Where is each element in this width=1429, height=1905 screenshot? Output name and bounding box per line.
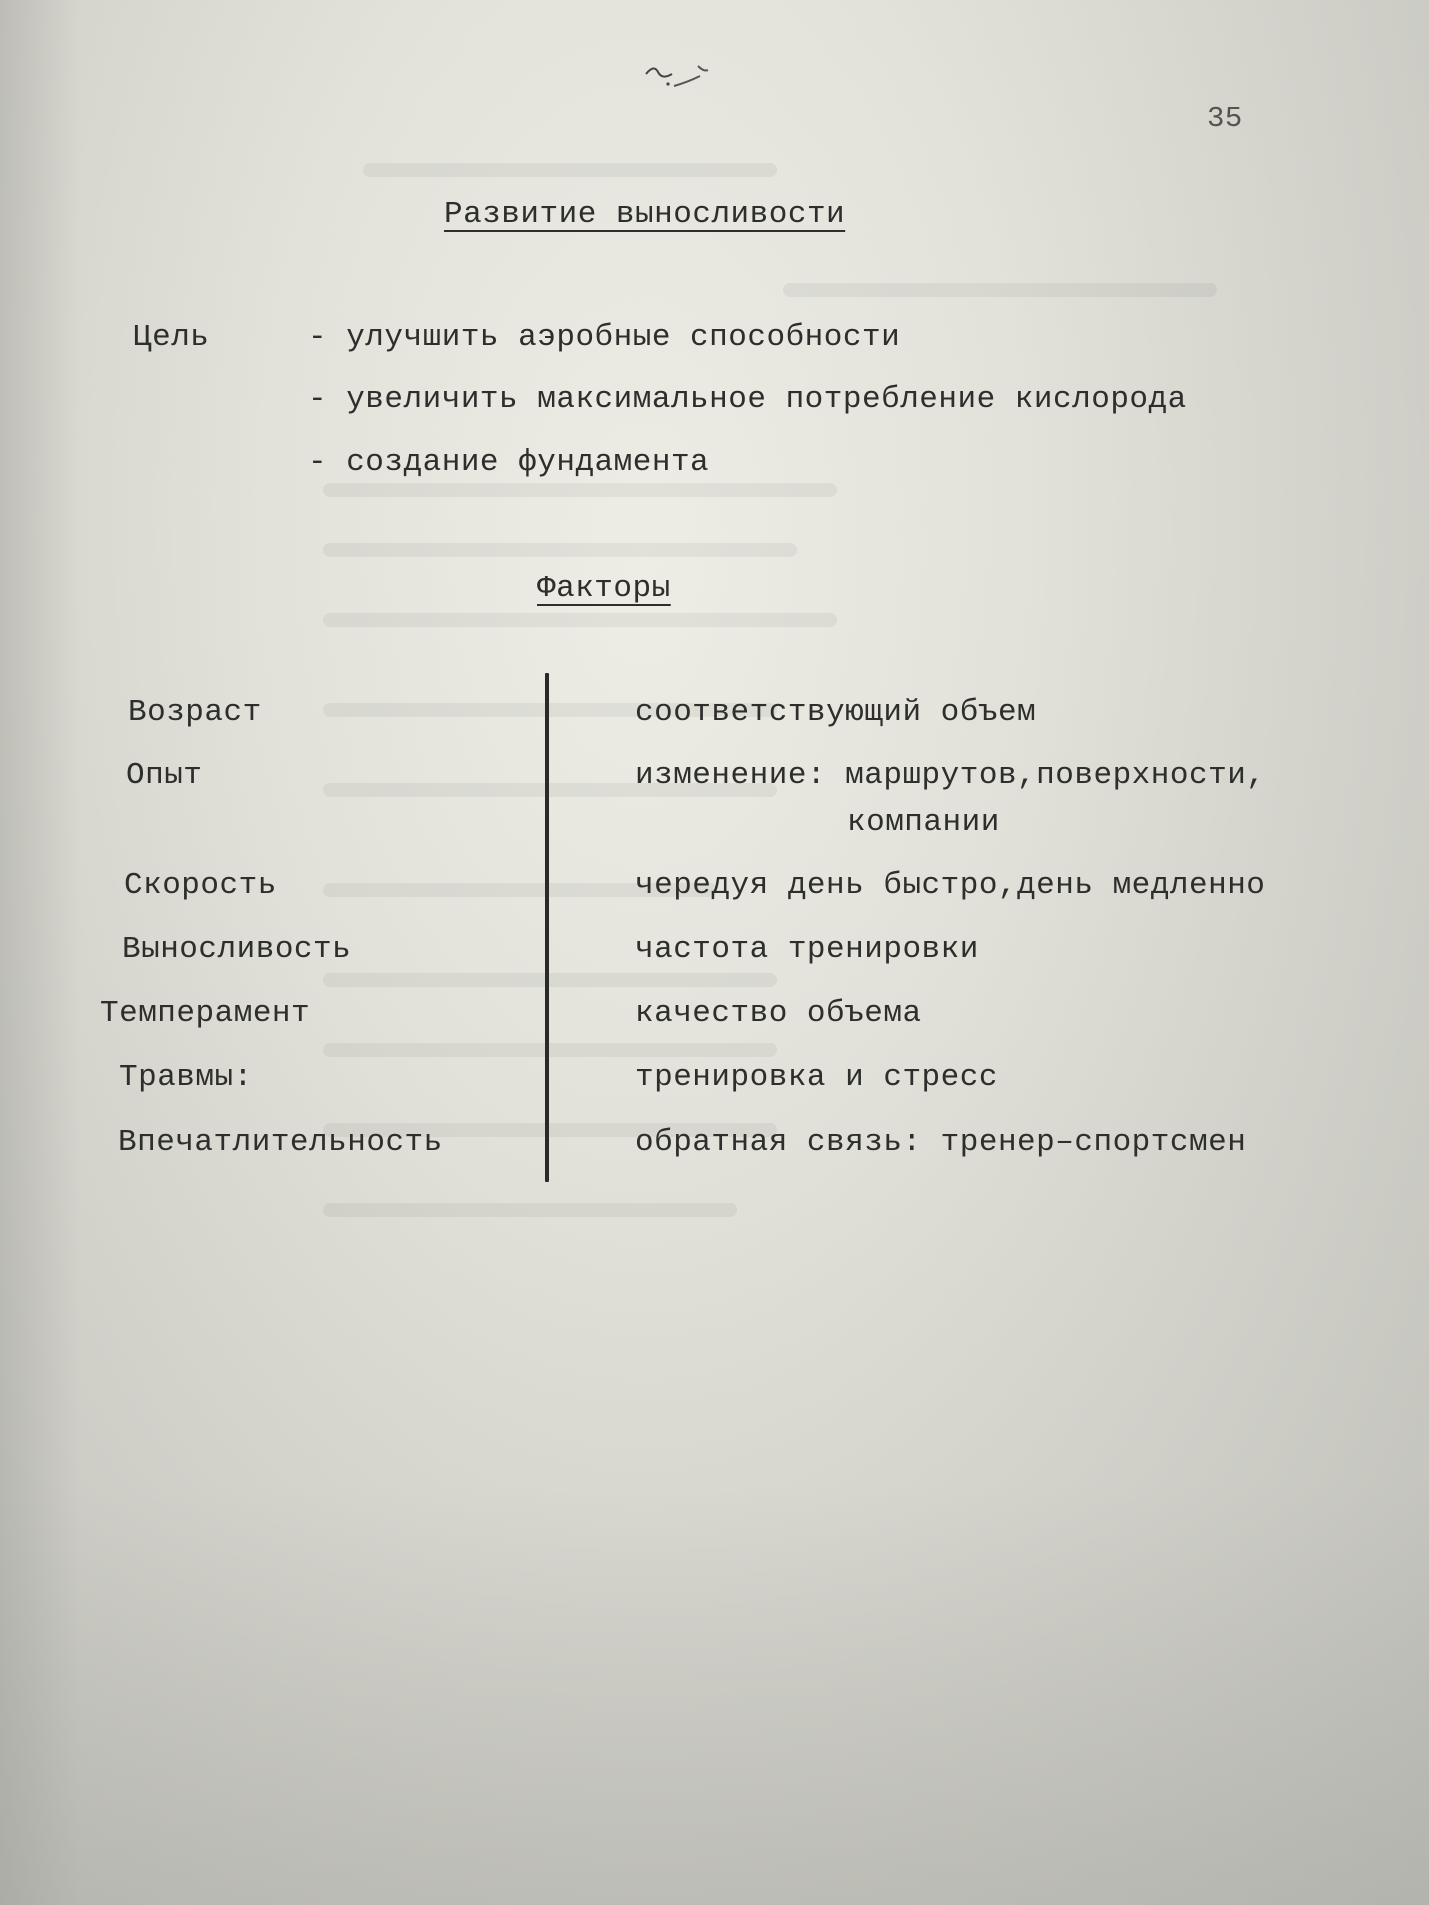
factor-name: Травмы: <box>119 1060 253 1095</box>
factor-name: Скорость <box>124 868 277 903</box>
goal-item: - увеличить максимальное потребление кислорода <box>308 382 1187 417</box>
factor-description: чередуя день быстро,день медленно <box>635 868 1266 903</box>
factor-description: качество объема <box>635 996 922 1031</box>
factor-description-continuation: компании <box>847 805 1000 840</box>
factor-description: изменение: маршрутов,поверхности, <box>635 758 1266 793</box>
goal-label: Цель <box>133 320 210 355</box>
page-title: Развитие выносливости <box>444 197 846 232</box>
factor-name: Впечатлительность <box>118 1125 443 1160</box>
factor-description: тренировка и стресс <box>635 1060 998 1095</box>
goal-item: - улучшить аэробные способности <box>308 320 901 355</box>
ink-smudge-mark <box>640 58 720 98</box>
factor-name: Темперамент <box>100 996 311 1031</box>
factor-name: Возраст <box>128 695 262 730</box>
goal-item: - создание фундамента <box>308 445 710 480</box>
page-number: 35 <box>1207 102 1243 135</box>
table-divider-line <box>545 673 549 1182</box>
factor-description: частота тренировки <box>635 932 979 967</box>
factor-description: обратная связь: тренер–спортсмен <box>635 1125 1247 1160</box>
factor-description: соответствующий объем <box>635 695 1037 730</box>
factors-heading: Факторы <box>537 571 671 606</box>
page-shadow-bottom <box>0 1485 1429 1905</box>
factor-name: Опыт <box>126 758 203 793</box>
factor-name: Выносливость <box>122 932 352 967</box>
